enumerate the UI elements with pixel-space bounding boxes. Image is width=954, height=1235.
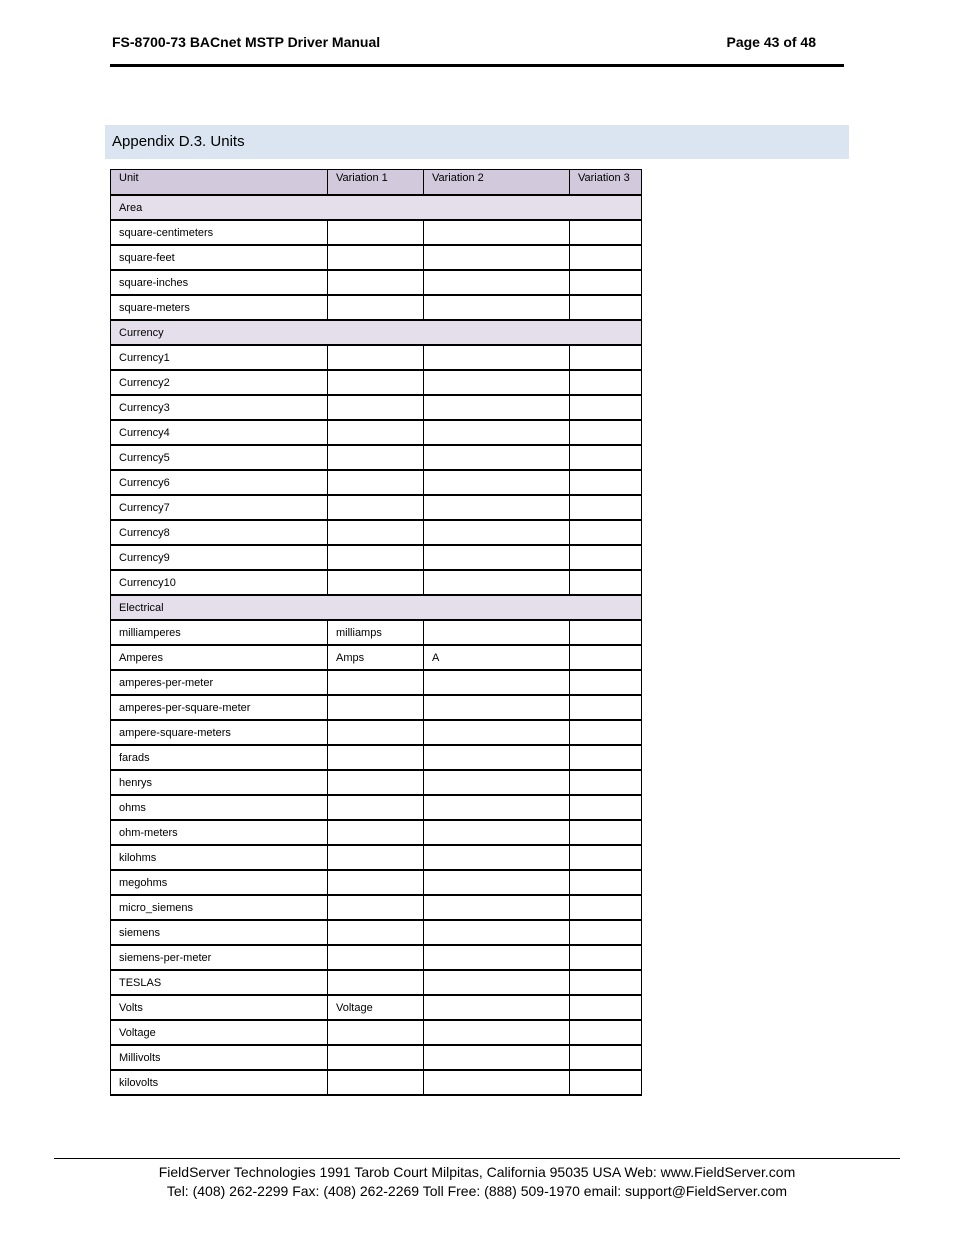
variation-2-cell: A bbox=[424, 645, 570, 670]
group-label: Electrical bbox=[111, 595, 642, 620]
variation-2-cell bbox=[424, 270, 570, 295]
variation-3-cell bbox=[570, 895, 642, 920]
unit-cell: henrys bbox=[111, 770, 328, 795]
unit-cell: Currency4 bbox=[111, 420, 328, 445]
unit-cell: square-meters bbox=[111, 295, 328, 320]
variation-3-cell bbox=[570, 220, 642, 245]
table-row bbox=[111, 570, 642, 595]
variation-2-cell bbox=[424, 570, 570, 595]
variation-2-cell bbox=[424, 895, 570, 920]
section-title: Appendix D.3. Units bbox=[112, 133, 245, 150]
table-row bbox=[111, 670, 642, 695]
unit-cell: Currency10 bbox=[111, 570, 328, 595]
variation-2-cell bbox=[424, 695, 570, 720]
variation-3-cell bbox=[570, 870, 642, 895]
unit-cell: farads bbox=[111, 745, 328, 770]
table-row bbox=[111, 270, 642, 295]
column-header-variation-2: Variation 2 bbox=[424, 170, 570, 196]
variation-1-cell bbox=[328, 1070, 424, 1095]
group-row bbox=[111, 195, 642, 220]
variation-1-cell bbox=[328, 870, 424, 895]
variation-3-cell bbox=[570, 295, 642, 320]
unit-cell: square-inches bbox=[111, 270, 328, 295]
unit-cell: micro_siemens bbox=[111, 895, 328, 920]
group-row bbox=[111, 595, 642, 620]
variation-2-cell bbox=[424, 945, 570, 970]
variation-1-cell bbox=[328, 770, 424, 795]
unit-cell: square-centimeters bbox=[111, 220, 328, 245]
variation-1-cell bbox=[328, 695, 424, 720]
variation-1-cell bbox=[328, 945, 424, 970]
table-row bbox=[111, 520, 642, 545]
variation-2-cell bbox=[424, 720, 570, 745]
variation-2-cell bbox=[424, 295, 570, 320]
variation-3-cell bbox=[570, 370, 642, 395]
table-row bbox=[111, 895, 642, 920]
table-row bbox=[111, 345, 642, 370]
unit-cell: Currency8 bbox=[111, 520, 328, 545]
variation-1-cell bbox=[328, 370, 424, 395]
table-row bbox=[111, 470, 642, 495]
unit-cell: kilovolts bbox=[111, 1070, 328, 1095]
unit-cell: kilohms bbox=[111, 845, 328, 870]
variation-3-cell bbox=[570, 270, 642, 295]
table-row bbox=[111, 370, 642, 395]
variation-1-cell bbox=[328, 245, 424, 270]
table-row bbox=[111, 970, 642, 995]
variation-2-cell bbox=[424, 220, 570, 245]
variation-3-cell bbox=[570, 820, 642, 845]
unit-cell: siemens-per-meter bbox=[111, 945, 328, 970]
variation-3-cell bbox=[570, 720, 642, 745]
variation-2-cell bbox=[424, 345, 570, 370]
variation-2-cell bbox=[424, 1020, 570, 1045]
page-footer bbox=[54, 1158, 900, 1201]
variation-3-cell bbox=[570, 845, 642, 870]
variation-3-cell bbox=[570, 695, 642, 720]
variation-1-cell bbox=[328, 495, 424, 520]
column-header-unit: Unit bbox=[111, 170, 328, 196]
variation-2-cell bbox=[424, 845, 570, 870]
variation-3-cell bbox=[570, 970, 642, 995]
variation-3-cell bbox=[570, 745, 642, 770]
table-row bbox=[111, 1020, 642, 1045]
variation-2-cell bbox=[424, 420, 570, 445]
variation-2-cell bbox=[424, 545, 570, 570]
variation-3-cell bbox=[570, 545, 642, 570]
variation-1-cell bbox=[328, 720, 424, 745]
unit-cell: megohms bbox=[111, 870, 328, 895]
variation-3-cell bbox=[570, 620, 642, 645]
variation-3-cell bbox=[570, 495, 642, 520]
variation-3-cell bbox=[570, 1070, 642, 1095]
variation-1-cell bbox=[328, 295, 424, 320]
unit-cell: Currency3 bbox=[111, 395, 328, 420]
variation-2-cell bbox=[424, 995, 570, 1020]
variation-2-cell bbox=[424, 620, 570, 645]
variation-3-cell bbox=[570, 1020, 642, 1045]
document-title: FS-8700-73 BACnet MSTP Driver Manual bbox=[112, 34, 381, 50]
variation-2-cell bbox=[424, 445, 570, 470]
table-row bbox=[111, 945, 642, 970]
variation-1-cell bbox=[328, 420, 424, 445]
units-table-body bbox=[111, 195, 642, 1095]
table-row bbox=[111, 695, 642, 720]
variation-3-cell bbox=[570, 945, 642, 970]
page-number: Page 43 of 48 bbox=[726, 34, 816, 50]
table-row bbox=[111, 220, 642, 245]
table-header-row bbox=[111, 170, 642, 196]
table-row bbox=[111, 870, 642, 895]
variation-1-cell: Amps bbox=[328, 645, 424, 670]
variation-3-cell bbox=[570, 395, 642, 420]
variation-3-cell bbox=[570, 770, 642, 795]
table-row bbox=[111, 995, 642, 1020]
variation-3-cell bbox=[570, 670, 642, 695]
variation-1-cell bbox=[328, 895, 424, 920]
unit-cell: Volts bbox=[111, 995, 328, 1020]
unit-cell: square-feet bbox=[111, 245, 328, 270]
variation-1-cell bbox=[328, 1045, 424, 1070]
variation-2-cell bbox=[424, 795, 570, 820]
variation-2-cell bbox=[424, 745, 570, 770]
column-header-variation-3: Variation 3 bbox=[570, 170, 642, 196]
unit-cell: ohms bbox=[111, 795, 328, 820]
variation-1-cell bbox=[328, 270, 424, 295]
variation-1-cell bbox=[328, 795, 424, 820]
table-row bbox=[111, 820, 642, 845]
group-label: Currency bbox=[111, 320, 642, 345]
variation-1-cell bbox=[328, 920, 424, 945]
variation-2-cell bbox=[424, 870, 570, 895]
variation-1-cell bbox=[328, 395, 424, 420]
section-heading bbox=[105, 125, 849, 159]
variation-2-cell bbox=[424, 920, 570, 945]
variation-2-cell bbox=[424, 495, 570, 520]
variation-1-cell bbox=[328, 845, 424, 870]
variation-2-cell bbox=[424, 1070, 570, 1095]
footer-address: FieldServer Technologies 1991 Tarob Court Milpitas, California 95035 USA Web: www.FieldServer.com bbox=[158, 1164, 796, 1180]
variation-2-cell bbox=[424, 820, 570, 845]
table-row bbox=[111, 420, 642, 445]
variation-3-cell bbox=[570, 245, 642, 270]
unit-cell: siemens bbox=[111, 920, 328, 945]
variation-3-cell bbox=[570, 645, 642, 670]
unit-cell: TESLAS bbox=[111, 970, 328, 995]
variation-1-cell: Voltage bbox=[328, 995, 424, 1020]
table-row bbox=[111, 645, 642, 670]
table-row bbox=[111, 620, 642, 645]
unit-cell: Currency6 bbox=[111, 470, 328, 495]
table-row bbox=[111, 920, 642, 945]
variation-1-cell bbox=[328, 970, 424, 995]
table-row bbox=[111, 495, 642, 520]
unit-cell: milliamperes bbox=[111, 620, 328, 645]
unit-cell: Currency1 bbox=[111, 345, 328, 370]
variation-2-cell bbox=[424, 470, 570, 495]
variation-1-cell bbox=[328, 345, 424, 370]
variation-2-cell bbox=[424, 370, 570, 395]
footer-contact: Tel: (408) 262-2299 Fax: (408) 262-2269 Toll Free: (888) 509-1970 email: support@FieldServer.com bbox=[166, 1183, 788, 1199]
variation-2-cell bbox=[424, 670, 570, 695]
variation-3-cell bbox=[570, 570, 642, 595]
unit-cell: Amperes bbox=[111, 645, 328, 670]
page-header bbox=[110, 34, 844, 67]
variation-1-cell bbox=[328, 745, 424, 770]
table-row bbox=[111, 720, 642, 745]
variation-1-cell: milliamps bbox=[328, 620, 424, 645]
unit-cell: Millivolts bbox=[111, 1045, 328, 1070]
group-label: Area bbox=[111, 195, 642, 220]
group-row bbox=[111, 320, 642, 345]
table-row bbox=[111, 545, 642, 570]
variation-3-cell bbox=[570, 995, 642, 1020]
variation-1-cell bbox=[328, 1020, 424, 1045]
variation-2-cell bbox=[424, 970, 570, 995]
variation-1-cell bbox=[328, 670, 424, 695]
unit-cell: Currency7 bbox=[111, 495, 328, 520]
variation-3-cell bbox=[570, 470, 642, 495]
table-row bbox=[111, 395, 642, 420]
variation-1-cell bbox=[328, 520, 424, 545]
variation-1-cell bbox=[328, 820, 424, 845]
variation-3-cell bbox=[570, 1045, 642, 1070]
variation-1-cell bbox=[328, 570, 424, 595]
table-row bbox=[111, 795, 642, 820]
table-row bbox=[111, 745, 642, 770]
unit-cell: Currency9 bbox=[111, 545, 328, 570]
variation-3-cell bbox=[570, 920, 642, 945]
variation-3-cell bbox=[570, 795, 642, 820]
unit-cell: amperes-per-square-meter bbox=[111, 695, 328, 720]
unit-cell: ohm-meters bbox=[111, 820, 328, 845]
variation-2-cell bbox=[424, 245, 570, 270]
variation-3-cell bbox=[570, 520, 642, 545]
unit-cell: Currency2 bbox=[111, 370, 328, 395]
unit-cell: amperes-per-meter bbox=[111, 670, 328, 695]
table-row bbox=[111, 1070, 642, 1095]
variation-1-cell bbox=[328, 220, 424, 245]
variation-1-cell bbox=[328, 470, 424, 495]
column-header-variation-1: Variation 1 bbox=[328, 170, 424, 196]
variation-1-cell bbox=[328, 445, 424, 470]
variation-3-cell bbox=[570, 445, 642, 470]
table-row bbox=[111, 245, 642, 270]
variation-2-cell bbox=[424, 1045, 570, 1070]
table-row bbox=[111, 445, 642, 470]
variation-3-cell bbox=[570, 345, 642, 370]
variation-2-cell bbox=[424, 520, 570, 545]
table-row bbox=[111, 845, 642, 870]
table-row bbox=[111, 770, 642, 795]
unit-cell: ampere-square-meters bbox=[111, 720, 328, 745]
variation-1-cell bbox=[328, 545, 424, 570]
variation-2-cell bbox=[424, 395, 570, 420]
table-row bbox=[111, 295, 642, 320]
unit-cell: Currency5 bbox=[111, 445, 328, 470]
units-table bbox=[110, 169, 642, 1096]
variation-2-cell bbox=[424, 770, 570, 795]
unit-cell: Voltage bbox=[111, 1020, 328, 1045]
table-row bbox=[111, 1045, 642, 1070]
variation-3-cell bbox=[570, 420, 642, 445]
